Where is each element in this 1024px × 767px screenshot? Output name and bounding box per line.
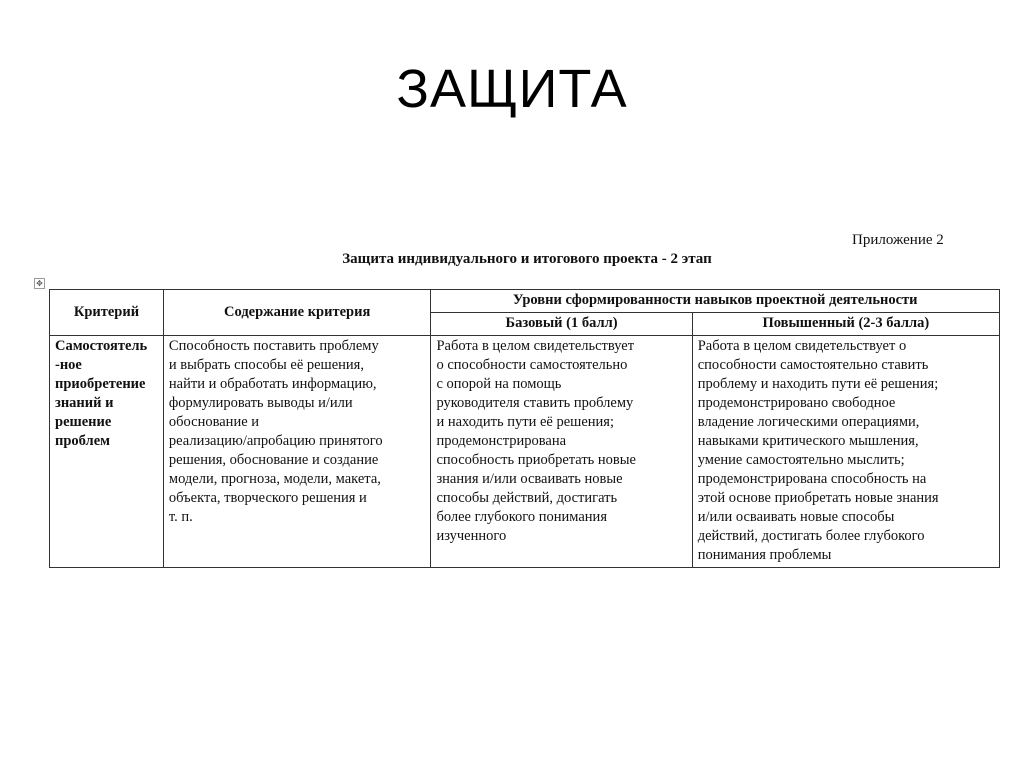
document-title: Защита индивидуального и итогового проекта - 2 этап (342, 251, 712, 267)
header-basic: Базовый (1 балл) (431, 313, 692, 336)
advanced-line: и/или осваивать новые способы (697, 509, 895, 525)
advanced-line: способности самостоятельно ставить (697, 357, 929, 373)
content-line: объекта, творческого решения и (168, 490, 367, 506)
criterion-line: приобретение (55, 376, 146, 392)
criterion-line: -ное (55, 357, 82, 373)
basic-line: изученного (436, 528, 507, 544)
table-row (50, 336, 1000, 568)
basic-line: и находить пути её решения; (436, 414, 614, 430)
content-cell (163, 336, 431, 568)
header-levels: Уровни сформированности навыков проектной деятельности (431, 290, 1000, 313)
basic-line: Работа в целом свидетельствует (436, 338, 635, 354)
basic-level-cell (431, 336, 692, 568)
criterion-line: проблем (55, 433, 111, 449)
basic-line: с опорой на помощь (436, 376, 562, 392)
advanced-line: продемонстрирована способность на (697, 471, 927, 487)
header-advanced: Повышенный (2-3 балла) (692, 313, 999, 336)
criterion-cell (50, 336, 164, 568)
content-line: обоснование и (168, 414, 260, 430)
content-line: найти и обработать информацию, (168, 376, 377, 392)
basic-line: о способности самостоятельно (436, 357, 628, 373)
basic-line: способность приобретать новые (436, 452, 636, 468)
criterion-line: решение (55, 414, 112, 430)
content-line: решения, обоснование и создание (168, 452, 379, 468)
content-line: формулировать выводы и/или (168, 395, 353, 411)
content-line: Способность поставить проблему (168, 338, 379, 354)
header-criterion: Критерий (50, 290, 164, 336)
criterion-line: знаний и (55, 395, 114, 411)
slide-title: ЗАЩИТА (396, 59, 628, 119)
advanced-line: понимания проблемы (697, 547, 832, 563)
header-row-1 (50, 290, 1000, 313)
content-line: реализацию/апробацию принятого (168, 433, 383, 449)
content-line: модели, прогноза, модели, макета, (168, 471, 381, 487)
advanced-line: продемонстрировано свободное (697, 395, 896, 411)
advanced-line: навыками критического мышления, (697, 433, 919, 449)
advanced-line: умение самостоятельно мыслить; (697, 452, 905, 468)
advanced-line: проблему и находить пути её решения; (697, 376, 939, 392)
criteria-table (49, 289, 1000, 568)
advanced-line: действий, достигать более глубокого (697, 528, 925, 544)
content-line: и выбрать способы её решения, (168, 357, 364, 373)
basic-line: руководителя ставить проблему (436, 395, 634, 411)
basic-line: способы действий, достигать (436, 490, 618, 506)
basic-line: более глубокого понимания (436, 509, 607, 525)
table-move-handle-icon[interactable]: ✥ (34, 278, 45, 289)
criterion-line: Самостоятель (55, 338, 148, 354)
advanced-line: Работа в целом свидетельствует о (697, 338, 907, 354)
content-line: т. п. (168, 509, 193, 525)
header-content: Содержание критерия (163, 290, 431, 336)
appendix-label: Приложение 2 (852, 232, 944, 248)
advanced-level-cell (692, 336, 999, 568)
basic-line: знания и/или осваивать новые (436, 471, 623, 487)
advanced-line: владение логическими операциями, (697, 414, 920, 430)
advanced-line: этой основе приобретать новые знания (697, 490, 939, 506)
basic-line: продемонстрирована (436, 433, 567, 449)
